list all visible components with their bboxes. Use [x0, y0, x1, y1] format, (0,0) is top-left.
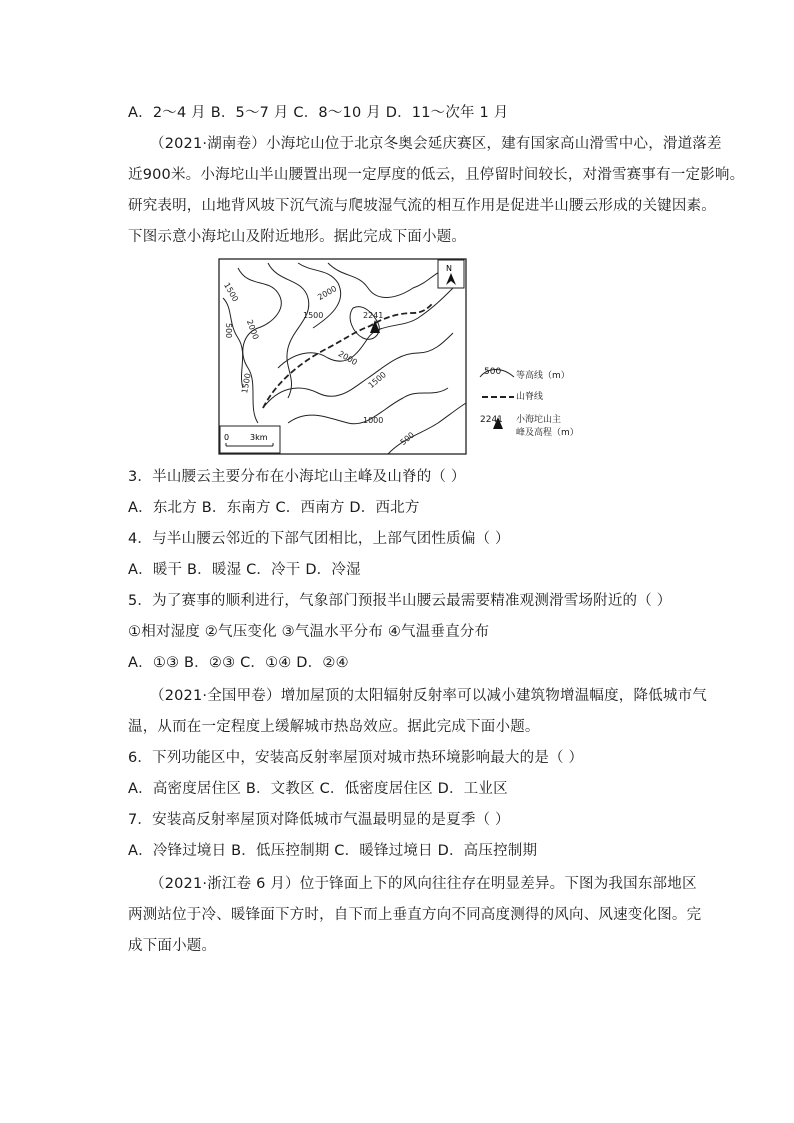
- answer-options-q6: A．高密度居住区 B．文教区 C．低密度居住区 D．工业区: [128, 781, 508, 797]
- contour-label: 1500: [303, 311, 324, 320]
- contour-label: 1500: [366, 370, 388, 391]
- passage-national-a-line1: （2021·全国甲卷）增加屋顶的太阳辐射反射率可以减小建筑物增温幅度，降低城市气: [150, 688, 708, 704]
- answer-options-q2: A．2～4 月 B．5～7 月 C．8～10 月 D．11～次年 1 月: [128, 105, 509, 121]
- contour-label: 2000: [316, 283, 339, 302]
- passage-hunan-line4: 下图示意小海坨山及附近地形。据此完成下面小题。: [128, 229, 467, 245]
- legend-contour-label: 等高线（m）: [516, 371, 570, 381]
- north-label: N: [446, 264, 452, 273]
- legend-peak-value: 2241: [480, 415, 503, 425]
- legend-peak-label-2: 峰及高程（m）: [516, 428, 579, 438]
- answer-options-q7: A．冷锋过境日 B．低压控制期 C．暖锋过境日 D．高压控制期: [128, 843, 538, 859]
- contour-label: 500: [224, 323, 233, 339]
- legend-ridge-label: 山脊线: [516, 392, 544, 402]
- peak-elevation-label: 2241: [363, 311, 384, 320]
- scale-bar: [220, 426, 280, 453]
- passage-hunan-line2: 近900米。小海坨山半山腰置出现一定厚度的低云，且停留时间较长，对滑雪赛事有一定影响。: [128, 167, 745, 183]
- contour-label: 500: [398, 430, 417, 448]
- question-4: 4．与半山腰云邻近的下部气团相比，上部气团性质偏（ ）: [128, 531, 510, 547]
- svg-text:0: 0: [224, 433, 230, 442]
- contour-label: 1500: [222, 281, 241, 304]
- north-arrow: [438, 260, 464, 288]
- passage-zhejiang-line2: 两测站位于冷、暖锋面下方时，自下而上垂直方向不同高度测得的风向、风速变化图。完: [128, 907, 702, 923]
- answer-options-q5: A．①③ B．②③ C．①④ D．②④: [128, 655, 349, 671]
- contour-label: 1000: [363, 416, 384, 425]
- question-7: 7．安装高反射率屋顶对降低城市气温最明显的是夏季（ ）: [128, 812, 510, 828]
- legend-peak-label-1: 小海坨山主: [516, 415, 562, 425]
- passage-national-a-line2: 温，从而在一定程度上缓解城市热岛效应。据此完成下面小题。: [128, 719, 540, 735]
- passage-zhejiang-line3: 成下面小题。: [128, 938, 217, 954]
- topographic-map: [218, 258, 468, 455]
- question-6: 6．下列功能区中，安装高反射率屋顶对城市热环境影响最大的是（ ）: [128, 750, 584, 766]
- passage-hunan-line1: （2021·湖南卷）小海坨山位于北京冬奥会延庆赛区，建有国家高山滑雪中心，滑道落差: [150, 136, 722, 152]
- passage-hunan-line3: 研究表明，山地背风坡下沉气流与爬坡湿气流的相互作用是促进半山腰云形成的关键因素。: [128, 198, 716, 214]
- passage-zhejiang-line1: （2021·浙江卷 6 月）位于锋面上下的风向往往存在明显差异。下图为我国东部地区: [150, 876, 697, 892]
- answer-options-q3: A．东北方 B．东南方 C．西南方 D．西北方: [128, 500, 420, 516]
- question-3: 3．半山腰云主要分布在小海坨山主峰及山脊的（ ）: [128, 469, 466, 485]
- legend-contour-value: 500: [484, 367, 502, 377]
- answer-options-q4: A．暖干 B．暖湿 C．冷干 D．冷湿: [128, 562, 361, 578]
- question-5-items: ①相对湿度 ②气压变化 ③气温水平分布 ④气温垂直分布: [128, 624, 490, 640]
- svg-text:3km: 3km: [250, 433, 268, 442]
- contour-label: 2000: [244, 318, 261, 341]
- contour-label: 2000: [336, 349, 359, 368]
- contour-label: 1500: [240, 372, 253, 395]
- question-5: 5．为了赛事的顺利进行，气象部门预报半山腰云最需要精准观测滑雪场附近的（ ）: [128, 593, 672, 609]
